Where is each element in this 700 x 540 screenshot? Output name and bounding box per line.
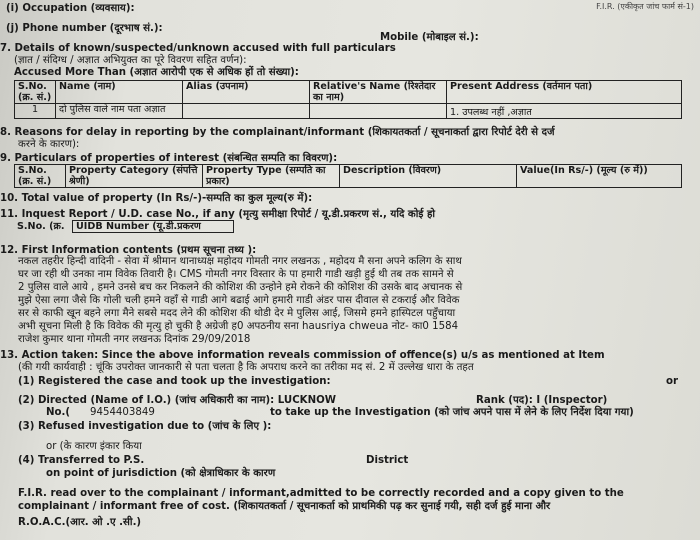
section9-title: 9. Particulars of properties of interest (संबन्धित सम्पति का विवरण): [0, 153, 338, 164]
occupation-label: (i) Occupation (व्यवसाय): [6, 3, 135, 14]
fi-line: मुझे ऐसा लगा जैसे कि गोली चली हमने वहाँ से गाडी आगे बढाई आगे हमारी गाडी अंडर पास दीवाल से टकराई और विवेक [18, 295, 460, 306]
io-rank: Rank (पद): I (Inspector) [476, 395, 608, 406]
fi-line: नकल तहरीर हिन्दी वादिनी - सेवा में श्रीमान थानाध्यक्ष महोदय गोमती नगर लखनऊ , महोदय मै सना अपने कलिग के साथ [18, 256, 462, 267]
district-label: District [366, 455, 409, 466]
roac-label: R.O.A.C.(आर. ओ .ए .सी.) [18, 517, 142, 528]
action-transferred: (4) Transferred to P.S. [18, 455, 145, 466]
fi-line: घर जा रही थी उनका नाम विवेक तिवारी है। CMS गोमती नगर विस्तार के पा हमारी गाडी खड़ी हुई थी तब तक सामने से [18, 269, 454, 280]
col-value: Value(In Rs/-) (मूल्य (रु में)) [517, 165, 682, 188]
col-sno: S.No. (क्र. [14, 221, 73, 233]
section13-title: 13. Action taken: Since the above information reveals commission of offence(s) u/s as mentioned at Item [0, 350, 605, 361]
col-sno: S.No. (क्र. सं.) [15, 165, 66, 188]
fir-readover-line2: complainant / informant free of cost. (शिकायतकर्ता / सूचनाकर्ता को प्राथमिकी पढ़ कर सुनाई गयी, सही दर्ज हुई माना और [18, 501, 551, 512]
action-registered: (1) Registered the case and took up the investigation: [18, 376, 331, 387]
section12-title: 12. First Information contents (प्रथम सूचना तथ्य ): [0, 245, 257, 256]
accused-more-than-label: Accused More Than (अज्ञात आरोपी एक से अधिक हों तो संख्या): [14, 67, 299, 78]
fi-line: 2 पुलिस वाले आये , हमने उनसे बच कर निकलने की कोशिश की उन्होने हमे रोकने की कोशिश की उसके बाद अचानक से [18, 282, 463, 293]
cell-name: दो पुलिस वाले नाम पता अज्ञात [56, 104, 183, 119]
col-relative: Relative's Name (रिश्तेदार का नाम) [310, 81, 447, 104]
action-refused: (3) Refused investigation due to (जांच के लिए ): [18, 421, 272, 432]
section10-label: 10. Total value of property (In Rs/-)-सम्पति का कुल मूल्य(रु में): [0, 193, 313, 204]
fi-line: राजेश कुमार थाना गोमती नगर लखनऊ दिनांक 29/09/2018 [18, 334, 251, 345]
section13-sub: (की गयी कार्यवाही : चूंकि उपरोक्त जानकारी से पता चलता है कि अपराध करने का तरीका मद सं. 2 में उल्लेख धारा के तहत [18, 362, 474, 373]
col-name: Name (नाम) [56, 81, 183, 104]
table-header-row [15, 81, 682, 104]
fir-readover-line1: F.I.R. read over to the complainant / informant,admitted to be correctly recorded and a copy given to the [18, 488, 624, 499]
fi-line: सर से काफी खून बहने लगा मैने सबसे मदद लेने की कोशिश की थोडी देर मे पुलिस आई, जिसमे हमने हास्पिटल पहुँचाया [18, 308, 456, 319]
or-label: or [666, 376, 679, 387]
section11-title: 11. Inquest Report / U.D. case No., if any (मृत्यु समीक्षा रिपोर्ट / यू.डी.प्रकरण सं., यदि कोई हो [0, 209, 435, 220]
cell-relative [310, 104, 447, 119]
io-take-up: to take up the Investigation (को जांच अपने पास में लेने के लिए निर्देश दिया गया) [270, 407, 634, 418]
action-directed: (2) Directed (Name of I.O.) (जांच अधिकारी का नाम): LUCKNOW [18, 395, 336, 406]
io-no-label: No.( [46, 407, 71, 418]
section8-line1: 8. Reasons for delay in reporting by the complainant/informant (शिकायतकर्ता / सूचनाकर्ता द्वारा रिपोर्ट देरी से दर्ज [0, 127, 555, 138]
property-table [14, 164, 682, 188]
refused-reason-label: or (के कारण इंकार किया [46, 441, 142, 452]
section7-subtitle: (ज्ञात / संदिग्ध / अज्ञात अभियुक्त का पूरे विवरण सहित वर्णन): [14, 55, 247, 66]
cell-sno: 1 [15, 104, 56, 119]
col-category: Property Category (संपत्ति श्रेणी) [66, 165, 203, 188]
col-address: Present Address (वर्तमान पता) [447, 81, 682, 104]
ud-case-table [14, 220, 234, 233]
section7-title: 7. Details of known/suspected/unknown accused with full particulars [0, 43, 396, 54]
section8-line2: करने के कारण): [18, 139, 80, 150]
col-uidb: UIDB Number (यू.डी.प्रकरण [73, 221, 234, 233]
col-type: Property Type (सम्पति का प्रकार) [203, 165, 340, 188]
io-number: 9454403849 [90, 407, 155, 418]
col-alias: Alias (उपनाम) [183, 81, 310, 104]
col-description: Description (विवरण) [340, 165, 517, 188]
cell-alias [183, 104, 310, 119]
jurisdiction-label: on point of jurisdiction (को क्षेत्राधिकार के कारण [46, 468, 276, 479]
header-corner-text: F.I.R. (एकीकृत जांच फार्म सं-1) [596, 2, 694, 11]
phone-label: (j) Phone number (दूरभाष सं.): [6, 23, 163, 34]
cell-address: 1. उपलब्ध नहीं ,अज्ञात [447, 104, 682, 119]
accused-table [14, 80, 682, 119]
table-row [15, 104, 682, 119]
col-sno: S.No.(क्र. सं.) [15, 81, 56, 104]
table-header-row [15, 165, 682, 188]
mobile-label: Mobile (मोबाइल सं.): [380, 32, 479, 43]
table-header-row [14, 221, 234, 233]
fi-line: अभी सूचना मिली है कि विवेक की मृत्यु हो चुकी है अग्रेजी ह0 अपठनीय सना hausriya chweua नोट- का0 1584 [18, 321, 459, 332]
